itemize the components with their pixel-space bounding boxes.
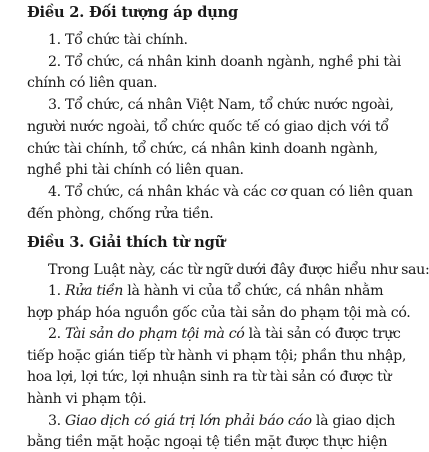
article-3-heading: Điều 3. Giải thích từ ngữ (27, 234, 226, 251)
definition-2-text: là tài sản có được trực (244, 326, 401, 342)
definition-2-number: 2. (48, 326, 65, 342)
definition-3-text: là giao dịch (311, 413, 396, 429)
article-2-item-2-line-1: 2. Tổ chức, cá nhân kinh doanh ngành, nghề phi tài (48, 54, 401, 70)
definition-1-number: 1. (48, 283, 65, 299)
definition-1-line-1 (48, 281, 383, 301)
article-2-item-4-line-1: 4. Tổ chức, cá nhân khác và các cơ quan có liên quan (48, 184, 413, 200)
article-2-item-3-line-3: chức tài chính, tổ chức, cá nhân kinh doanh ngành, (27, 141, 378, 157)
definition-2-term: Tài sản do phạm tội mà có (65, 326, 245, 342)
definition-1-text: là hành vi của tổ chức, cá nhân nhằm (123, 283, 384, 299)
definition-2-line-4: hành vi phạm tội. (27, 391, 147, 407)
article-2-item-4-line-2: đến phòng, chống rửa tiền. (27, 206, 214, 222)
definition-2-line-3: hoa lợi, lợi tức, lợi nhuận sinh ra từ tài sản có được từ (27, 369, 392, 385)
definition-1-term: Rửa tiền (65, 283, 124, 299)
article-2-item-3-line-1: 3. Tổ chức, cá nhân Việt Nam, tổ chức nước ngoài, (48, 97, 394, 113)
article-2-item-1: 1. Tổ chức tài chính. (48, 32, 188, 48)
definition-3-line-1 (48, 411, 395, 431)
article-2-item-3-line-4: nghề phi tài chính có liên quan. (27, 162, 244, 178)
article-2-item-2-line-2: chính có liên quan. (27, 75, 158, 91)
definition-2-line-1 (48, 324, 400, 344)
definition-3-line-2: bằng tiền mặt hoặc ngoại tệ tiền mặt được thực hiện (27, 434, 388, 450)
definition-1-line-2: hợp pháp hóa nguồn gốc của tài sản do phạm tội mà có. (27, 305, 411, 321)
definition-3-number: 3. (48, 413, 65, 429)
article-2-item-3-line-2: người nước ngoài, tổ chức quốc tế có giao dịch với tổ (27, 119, 389, 135)
definition-2-line-2: tiếp hoặc gián tiếp từ hành vi phạm tội; phần thu nhập, (27, 348, 407, 364)
definition-3-term: Giao dịch có giá trị lớn phải báo cáo (65, 413, 312, 429)
article-3-intro: Trong Luật này, các từ ngữ dưới đây được hiểu như sau: (48, 262, 429, 278)
article-2-heading: Điều 2. Đối tượng áp dụng (27, 4, 239, 21)
